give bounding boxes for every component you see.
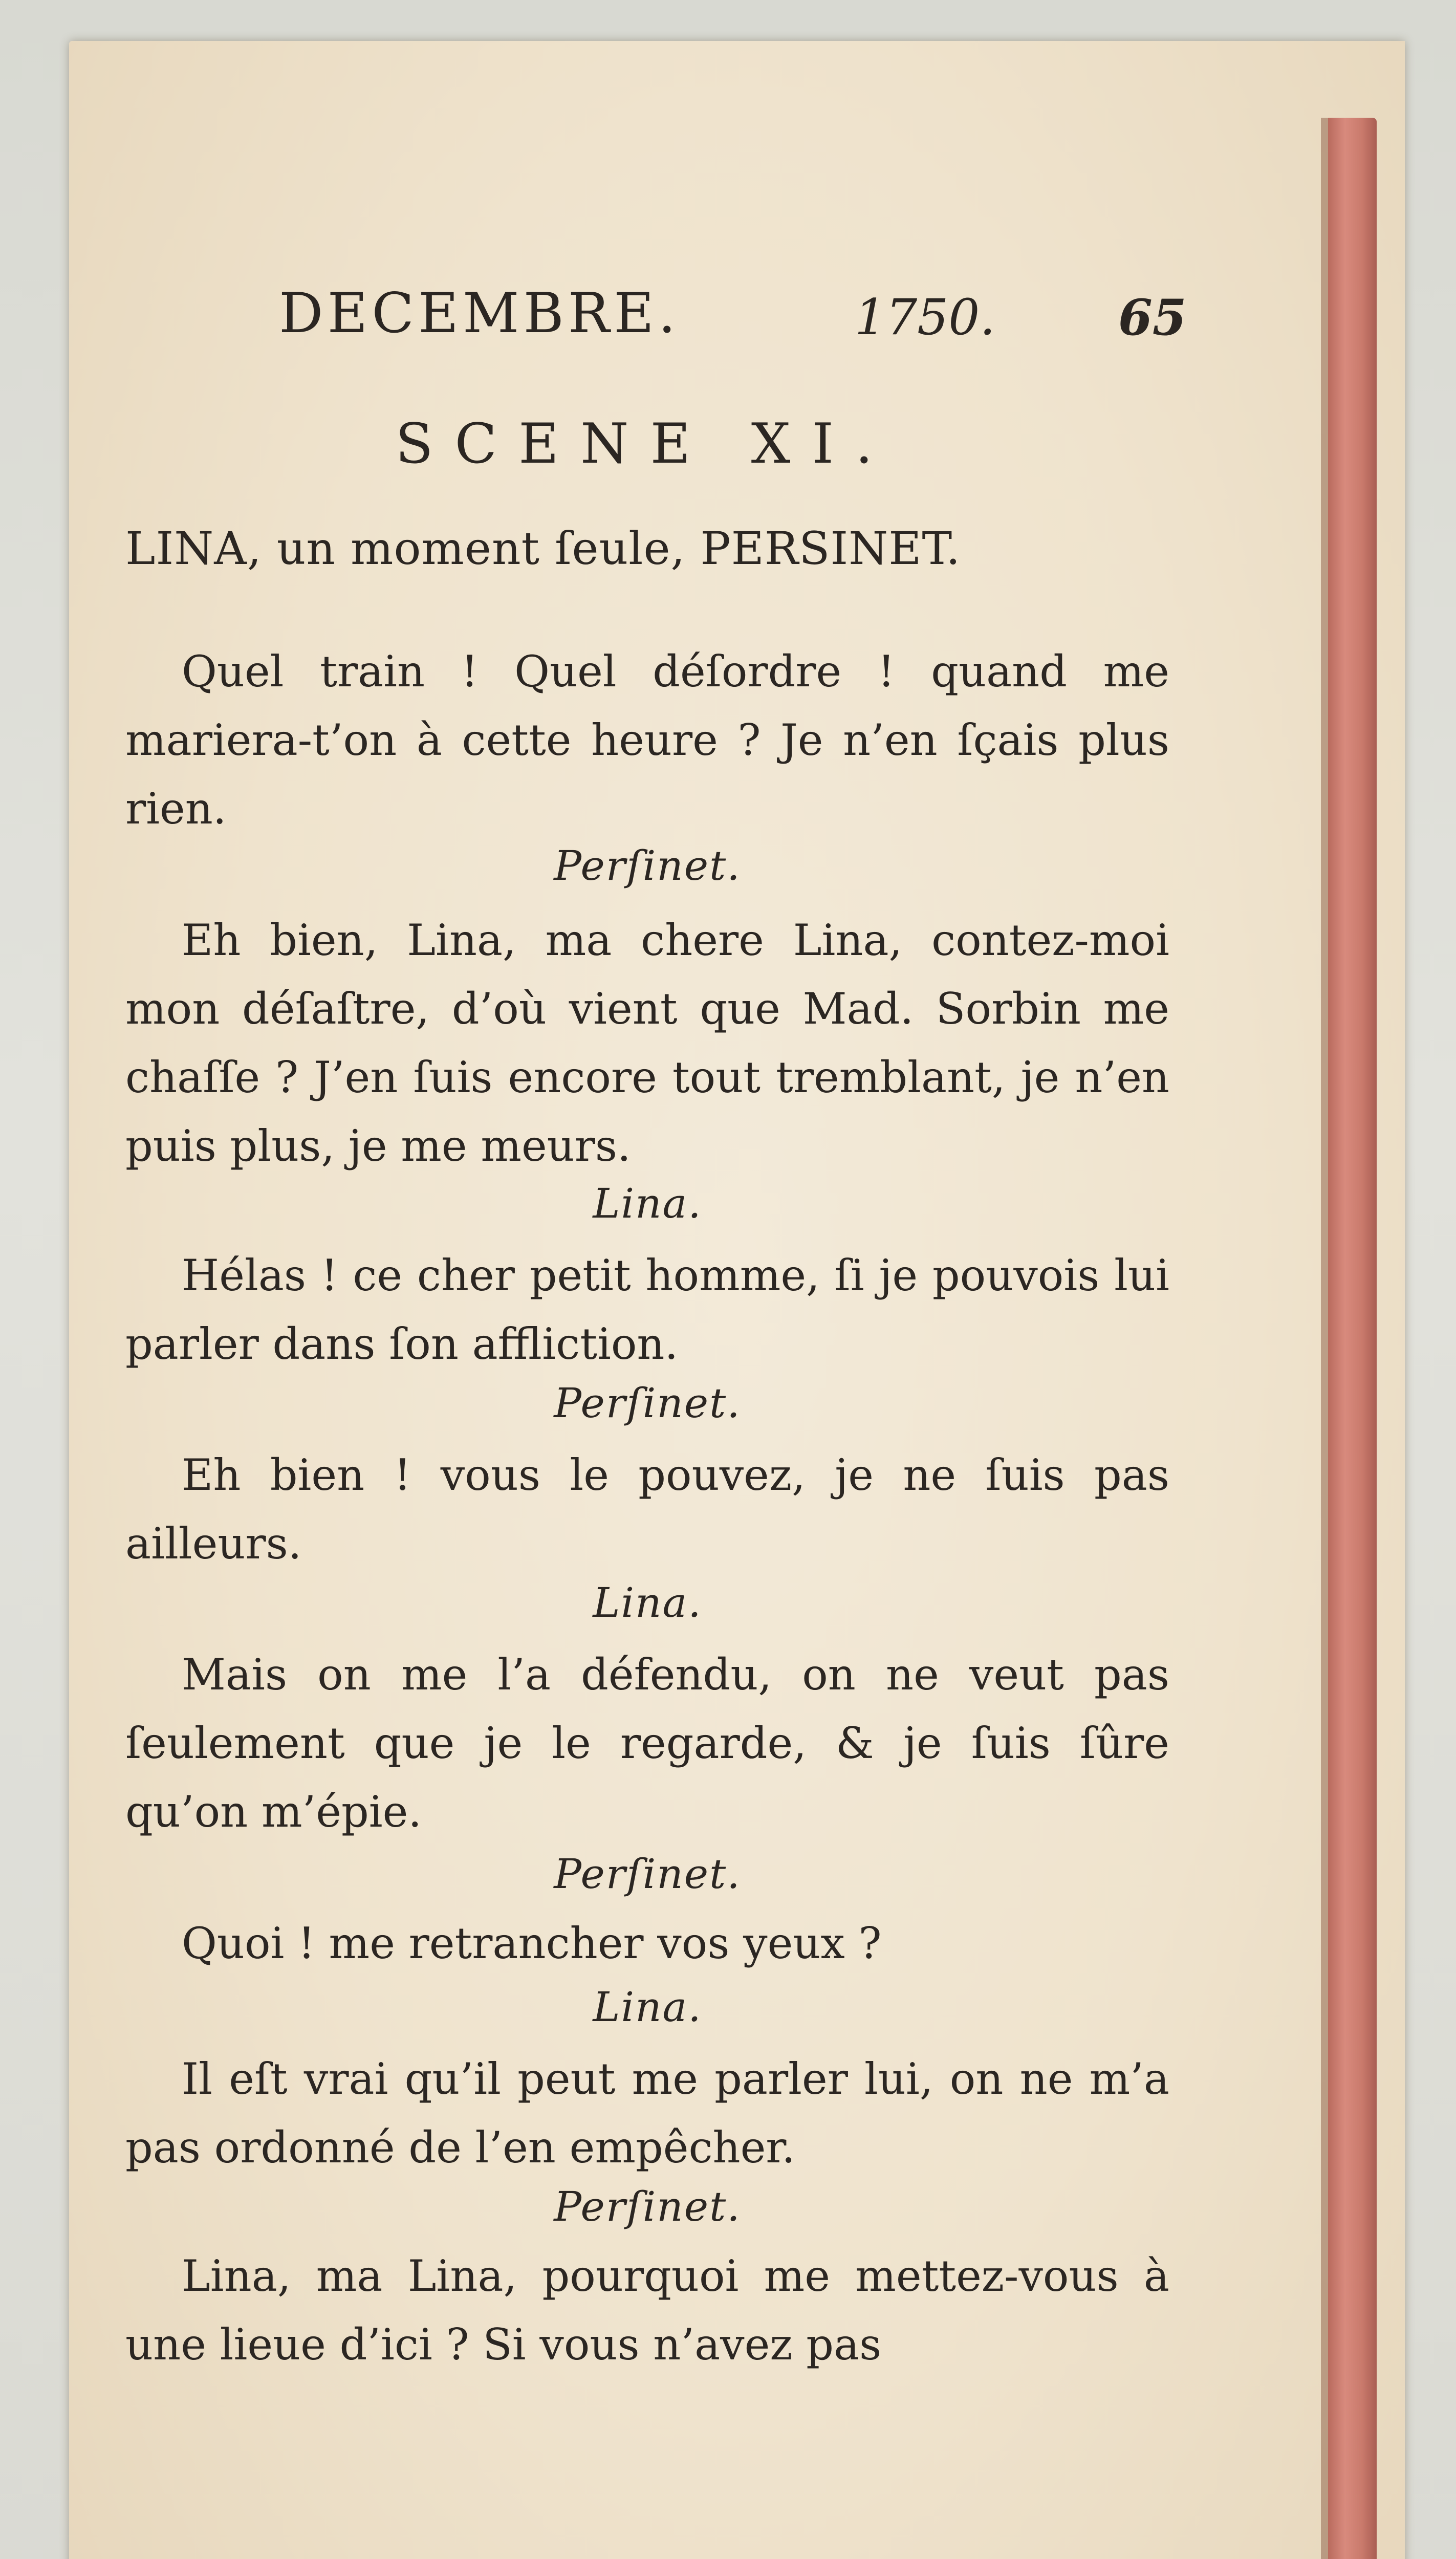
header-year: 1750. bbox=[855, 289, 995, 346]
page-edge-red bbox=[1328, 118, 1377, 2559]
speaker-name: Lina. bbox=[593, 1983, 702, 2031]
speech-line: Quel train ! Quel déſordre ! quand me mariera-t’on à cette heure ? Je n’en ſçais plus rien. bbox=[125, 646, 1169, 834]
speech-line: Quoi ! me retrancher vos yeux ? bbox=[182, 1918, 882, 1968]
header-month: DECEMBRE. bbox=[279, 281, 680, 345]
scene-title: SCENE XI. bbox=[395, 412, 895, 476]
speaker-name: Perſinet. bbox=[554, 842, 741, 890]
speech-line: Mais on me l’a défendu, on ne veut pas ſeulement que je le regarde, & je ſuis ſûre qu’on m’épie. bbox=[125, 1650, 1169, 1837]
scene-cast: LINA, un moment ſeule, PERSINET. bbox=[125, 522, 961, 575]
speech-line: Hélas ! ce cher petit homme, ſi je pouvois lui parler dans ſon affliction. bbox=[125, 1250, 1169, 1369]
page-number: 65 bbox=[1118, 289, 1187, 346]
speaker-name: Perſinet. bbox=[554, 2183, 741, 2230]
speech-line: Eh bien, Lina, ma chere Lina, contez-moi mon déſaſtre, d’où vient que Mad. Sorbin me chaſſe ? J’en ſuis encore tout tremblant, je n’en puis plus, je me meurs. bbox=[125, 915, 1169, 1171]
speaker-name: Perſinet. bbox=[554, 1850, 741, 1898]
speaker-name: Lina. bbox=[593, 1579, 702, 1627]
page-gutter-shadow bbox=[1321, 118, 1328, 2559]
speech-line: Il eſt vrai qu’il peut me parler lui, on ne m’a pas ordonné de l’en empêcher. bbox=[125, 2054, 1169, 2173]
speech-line: Lina, ma Lina, pourquoi me mettez-vous à une lieue d’ici ? Si vous n’avez pas bbox=[125, 2251, 1169, 2370]
speaker-name: Perſinet. bbox=[554, 1379, 741, 1427]
speaker-name: Lina. bbox=[593, 1180, 702, 1227]
book-page bbox=[69, 41, 1405, 2559]
speech-line: Eh bien ! vous le pouvez, je ne ſuis pas ailleurs. bbox=[125, 1450, 1169, 1569]
running-header bbox=[279, 281, 1210, 363]
